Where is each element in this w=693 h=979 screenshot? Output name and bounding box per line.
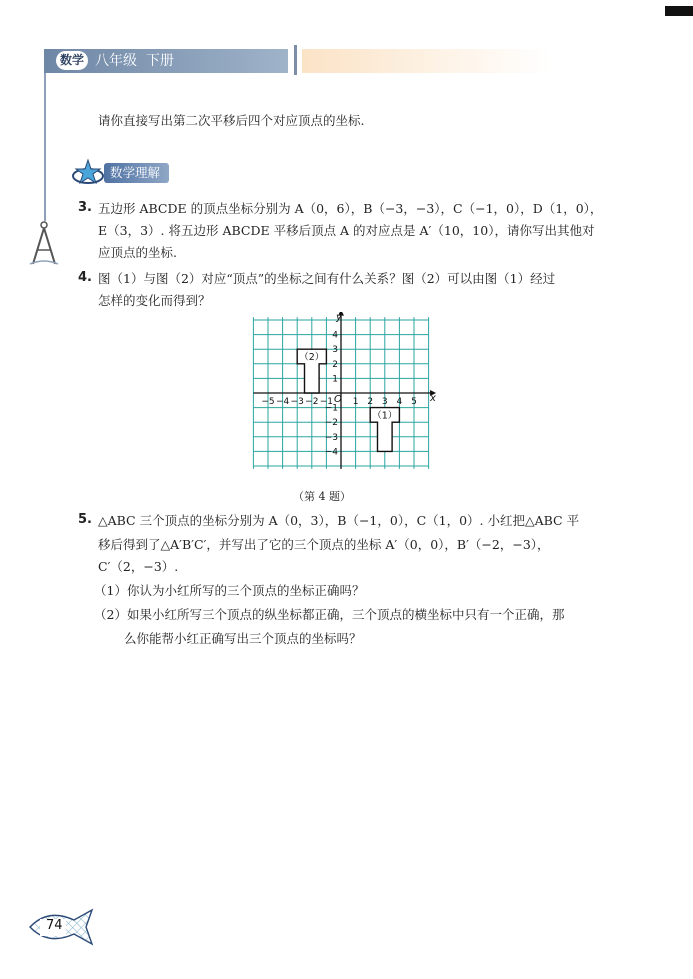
figure-shape-label: （1） [372, 410, 398, 422]
compass-icon [27, 220, 61, 268]
x-tick-label: 4 [396, 397, 403, 407]
header-grade: 八年级 下册 [95, 53, 174, 69]
y-tick-label: 2 [332, 359, 338, 370]
problem-5-line-2: 移后得到了△A′B′C′，并写出了它的三个顶点的坐标 A′（0，0），B′（−2，−3）， [98, 537, 550, 552]
problem-4-line-1: 图（1）与图（2）对应“顶点”的坐标之间有什么关系？图（2）可以由图（1）经过 [98, 271, 556, 286]
problem-3-number: 3. [78, 200, 92, 215]
subject-badge: 数学 [56, 51, 88, 70]
sub-question-1: （1）你认为小红所写的三个顶点的坐标正确吗？ [94, 583, 365, 598]
page-number: 74 [46, 918, 63, 933]
header-separator [294, 45, 297, 75]
y-tick-label: −4 [324, 447, 338, 458]
problem-3-line-1: 五边形 ABCDE 的顶点坐标分别为 A（0，6），B（−3，−3），C（−1，0），D（1，0）， [98, 201, 603, 216]
header-decoration [302, 49, 552, 73]
y-tick-label: 4 [332, 330, 338, 341]
y-tick-label: −2 [324, 418, 338, 429]
x-tick-label: −5 [261, 397, 275, 407]
problem-3-line-2: E（3，3）. 将五边形 ABCDE 平移后顶点 A 的对应点是 A′（10，10），请你写出其他对 [98, 223, 595, 238]
problem-5-number: 5. [78, 512, 92, 527]
page-corner-tab [665, 6, 693, 16]
problem-4-line-2: 怎样的变化而得到？ [98, 293, 211, 308]
margin-line [44, 73, 46, 221]
x-tick-label: 1 [352, 397, 359, 407]
star-orbit-icon [71, 158, 105, 188]
y-tick-label: −1 [324, 403, 338, 414]
x-tick-label: 2 [367, 397, 374, 407]
x-tick-label: −4 [275, 397, 290, 407]
intro-line: 请你直接写出第二次平移后四个对应顶点的坐标. [98, 113, 365, 128]
sub-question-2-line-1: （2）如果小红所写三个顶点的纵坐标都正确，三个顶点的横坐标中只有一个正确，那 [94, 607, 565, 622]
coordinate-grid-figure [250, 312, 445, 484]
problem-4-number: 4. [78, 270, 92, 285]
figure-shape-label: （2） [299, 352, 325, 363]
origin-label: O [334, 394, 342, 405]
x-tick-label: −1 [319, 397, 334, 407]
section-title: 数学理解 [104, 163, 169, 183]
figure-caption: （第 4 题） [293, 490, 351, 503]
problem-5-line-3: C′（2，−3）. [98, 559, 179, 574]
x-axis-label: x [430, 393, 436, 404]
x-tick-label: 3 [381, 397, 388, 407]
x-tick-label: −2 [305, 397, 319, 407]
x-tick-label: 5 [411, 397, 417, 407]
y-axis-label: y [336, 312, 342, 323]
x-tick-label: −3 [290, 397, 304, 407]
problem-3-line-3: 应顶点的坐标. [98, 245, 177, 260]
sub-question-2-line-2: 么你能帮小红正确写出三个顶点的坐标吗？ [124, 631, 362, 646]
problem-5-line-1: △ABC 三个顶点的坐标分别为 A（0，3），B（−1，0），C（1，0）. 小红把△ABC 平 [98, 513, 580, 528]
y-tick-label: −3 [324, 432, 338, 443]
y-tick-label: 1 [332, 374, 338, 385]
y-tick-label: 3 [332, 345, 338, 356]
